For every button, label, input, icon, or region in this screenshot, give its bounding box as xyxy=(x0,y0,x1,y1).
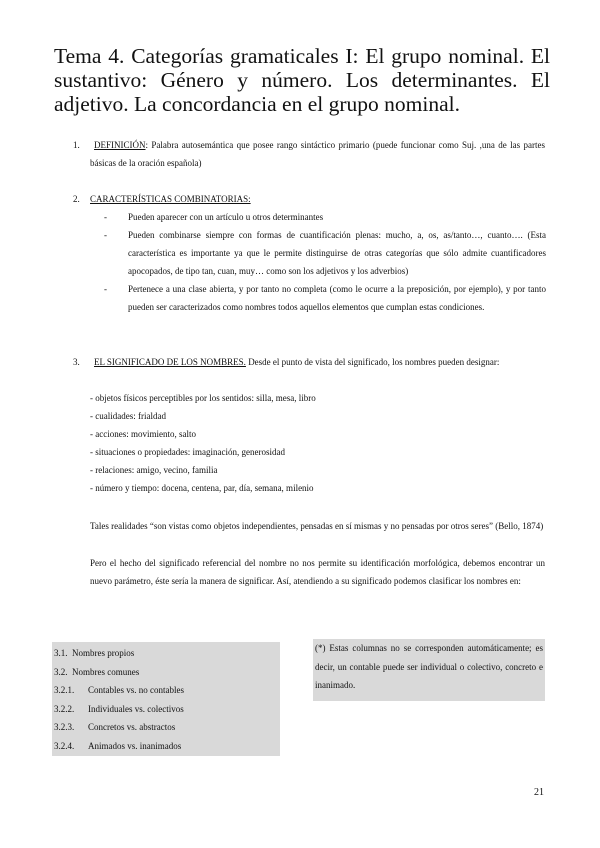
section-significado xyxy=(73,353,545,371)
section-intro: Desde el punto de vista del significado, los nombres pueden designar: xyxy=(248,357,500,367)
class-number: 3.2. xyxy=(54,666,68,677)
section-number: 2. xyxy=(73,194,80,204)
bello-quote: Tales realidades “son vistas como objetos independientes, pensadas en sí mismas y no pensadas por otros seres” (Bello, 1874) xyxy=(90,521,544,531)
section-caracteristicas xyxy=(73,190,545,208)
section-definicion xyxy=(73,136,545,172)
list-item: - Pueden combinarse siempre con formas de cuantificación plenas: mucho, a, os, as/tanto…, cuanto…. (Esta característica es importante ya que le permite distinguirse de otras categorías que sólo admite cuantificadores apocopados, de tipo tan, cuan, muy… como son los adjetivos y los adverbios) xyxy=(104,230,546,276)
class-label: Contables vs. no contables xyxy=(88,685,184,695)
paragraph: Pero el hecho del significado referencial del nombre no nos permite su identificación morfológica, debemos encontrar un nuevo parámetro, éste sería la manera de significar. Así, atendiendo a su significado podemos clasificar los nombres en: xyxy=(90,558,545,586)
list-item: - objetos físicos perceptibles por los sentidos: silla, mesa, libro xyxy=(90,393,316,403)
note-text: (*) Estas columnas no se corresponden automáticamente; es decir, un contable puede ser individual o colectivo, concreto e inanimado. xyxy=(315,643,543,690)
document-title: Tema 4. Categorías gramaticales I: El grupo nominal. El sustantivo: Género y número. Los determinantes. El adjetivo. La concordancia en el grupo nominal. xyxy=(54,44,550,116)
characteristics-list xyxy=(104,208,546,316)
class-number: 3.2.3. xyxy=(54,722,75,732)
list-item: - relaciones: amigo, vecino, familia xyxy=(90,465,218,475)
class-label: Nombres propios xyxy=(72,648,135,658)
section-number: 1. xyxy=(73,140,80,150)
list-item: - Pueden aparecer con un artículo u otros determinantes xyxy=(104,212,324,222)
heading-separator: : xyxy=(145,140,152,150)
classification-box xyxy=(52,642,280,756)
note-box xyxy=(313,639,545,701)
class-number: 3.2.2. xyxy=(54,703,75,714)
classification-row xyxy=(52,681,280,700)
class-number: 3.2.4. xyxy=(54,740,75,751)
class-label: Nombres comunes xyxy=(72,666,140,677)
class-number: 3.1. xyxy=(54,648,68,658)
list-item: - cualidades: frialdad xyxy=(90,411,166,421)
list-item: - número y tiempo: docena, centena, par, día, semana, milenio xyxy=(90,483,314,493)
classification-row xyxy=(52,700,280,719)
class-label: Animados vs. inanimados xyxy=(88,740,182,751)
page-number: 21 xyxy=(534,787,544,798)
list-item: - Pertenece a una clase abierta, y por tanto no completa (como le ocurre a la preposición, por ejemplo), y por tanto pueden ser caracterizados como nombres todos aquellos elementos que cumplan estas condiciones. xyxy=(104,284,546,312)
meaning-list xyxy=(90,389,545,497)
classification-row xyxy=(52,737,280,756)
section-heading: CARACTERÍSTICAS COMBINATORIAS: xyxy=(90,194,251,204)
class-label: Concretos vs. abstractos xyxy=(88,722,176,732)
section-heading: DEFINICIÓN xyxy=(94,140,146,150)
section-heading: EL SIGNIFICADO DE LOS NOMBRES. xyxy=(94,357,246,367)
class-number: 3.2.1. xyxy=(54,685,75,695)
list-item: - situaciones o propiedades: imaginación, generosidad xyxy=(90,447,285,457)
classification-row xyxy=(52,644,280,663)
section-number: 3. xyxy=(73,357,80,367)
classification-row xyxy=(52,718,280,737)
class-label: Individuales vs. colectivos xyxy=(88,703,184,714)
definition-text: Palabra autosemántica que posee rango sintáctico primario (puede funcionar como Suj. ,una de las partes básicas de la oración española) xyxy=(90,140,545,168)
classification-row xyxy=(52,663,280,682)
list-item: - acciones: movimiento, salto xyxy=(90,429,196,439)
